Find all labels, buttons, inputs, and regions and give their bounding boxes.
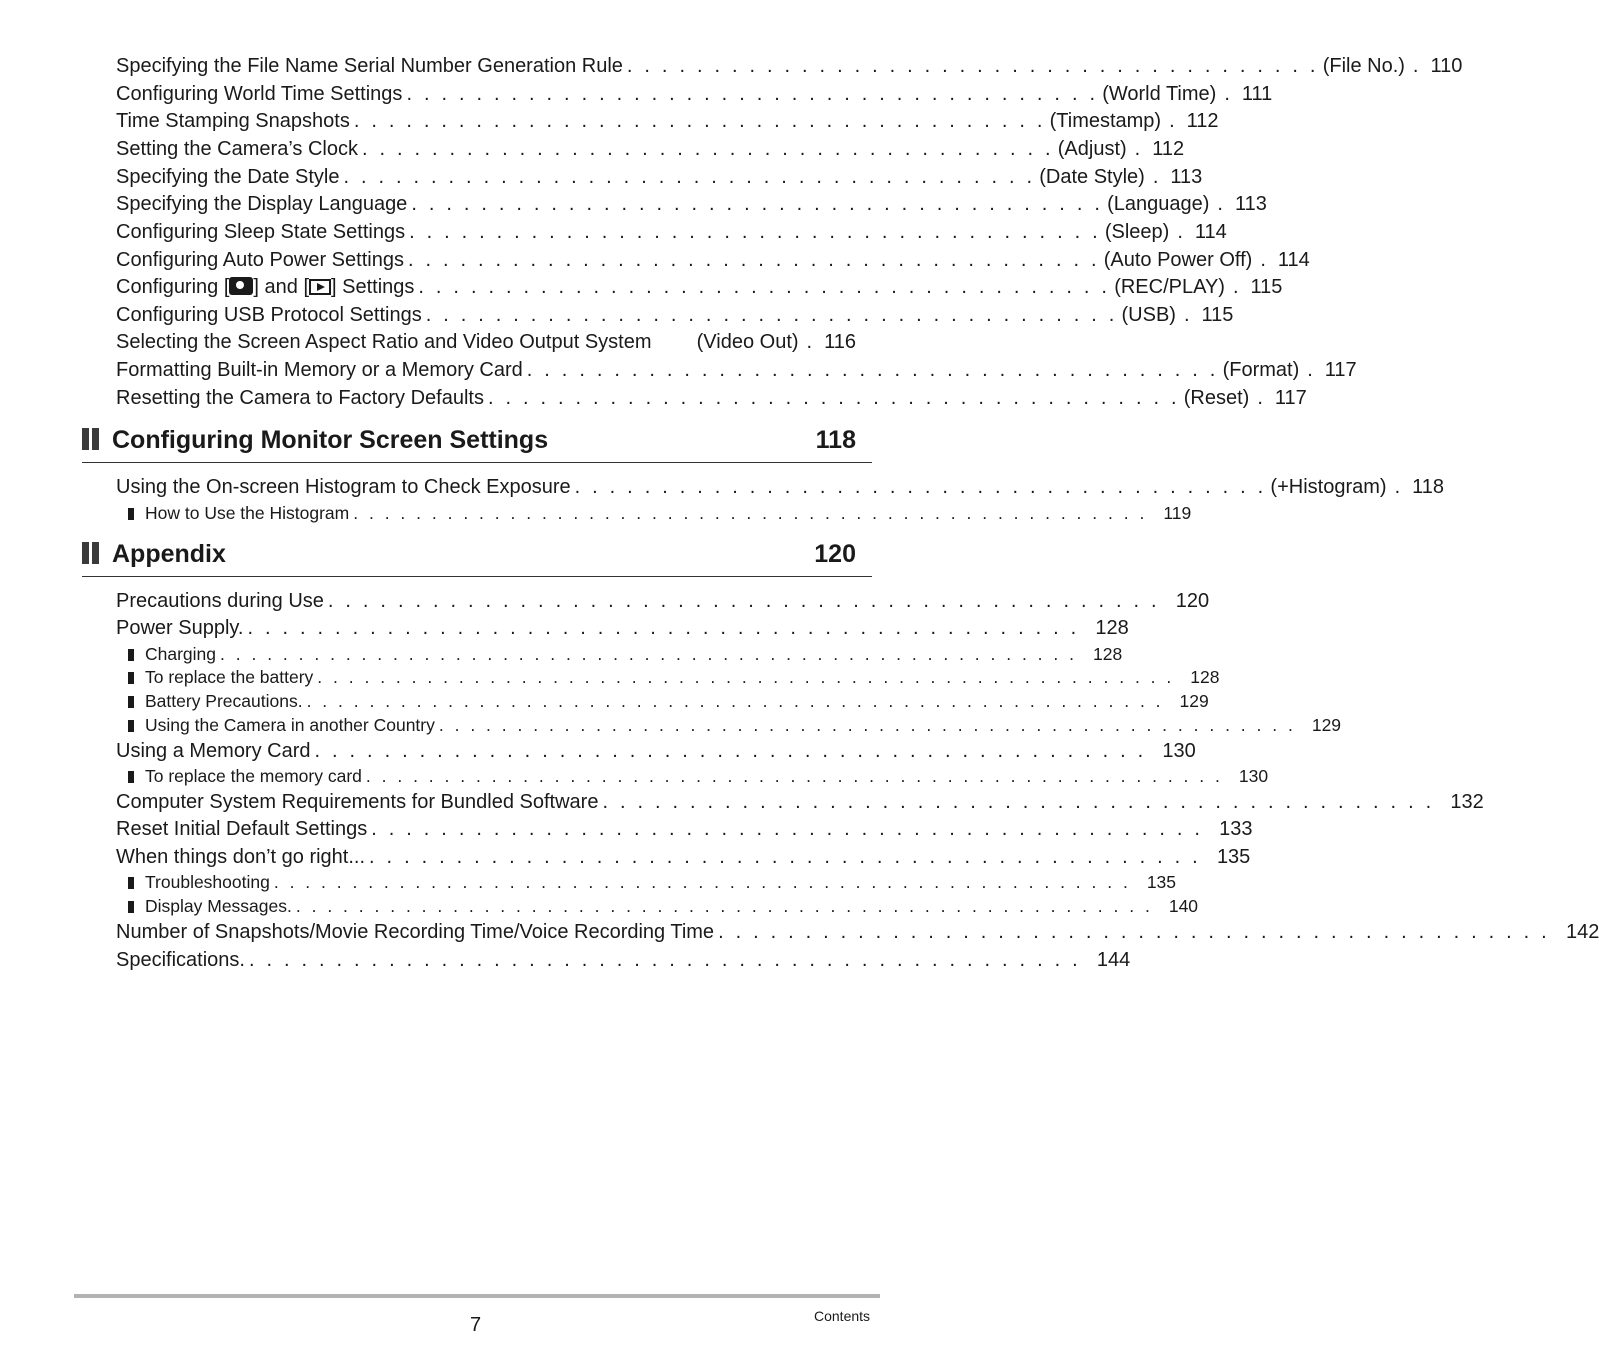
- entry-tag: (Video Out): [696, 331, 799, 353]
- entry-page: 113: [1234, 193, 1267, 215]
- toc-entry[interactable]: [116, 248, 1310, 272]
- toc-entry[interactable]: [116, 82, 1273, 106]
- dot-leader: . . . . . . . . . . . . . . . . . . . . . . . . . . . . . . . . . . . . . . . .: [526, 359, 1219, 381]
- entry-page: 114: [1194, 221, 1227, 243]
- toc-entry[interactable]: [116, 845, 1251, 869]
- entry-title: Troubleshooting: [145, 872, 270, 892]
- entry-tag: (Format): [1222, 359, 1300, 381]
- footer-label: Contents: [814, 1308, 871, 1324]
- dot-leader: . . . . . . . . . . . . . . . . . . . . . . . . . . . . . . . . . . . . . . . .: [425, 304, 1118, 326]
- entry-title: To replace the battery: [145, 667, 314, 687]
- entry-tag: (Timestamp): [1049, 110, 1162, 132]
- dot-leader: . . . . . . . . . . . . . . . . . . . . . . . . . . . . . . . . . . . . . . . . . . . . . . . .: [718, 921, 1550, 943]
- dot-leader: . . . . . . . . . . . . . . . . . . . . . . . . . . . . . . . . . . . . . . . . . . . . . . . .: [327, 590, 1160, 612]
- entry-tag: (Sleep): [1104, 221, 1170, 243]
- entry-title: Using a Memory Card: [116, 740, 311, 762]
- section-marker-icon: [82, 428, 104, 450]
- dot-leader: .: [1183, 304, 1190, 326]
- entry-title: Using the Camera in another Country: [145, 715, 435, 735]
- entry-page: 110: [1430, 55, 1463, 77]
- entry-title: Specifications.: [116, 949, 245, 971]
- toc-subentry[interactable]: [128, 667, 1220, 688]
- dot-leader: . . . . . . . . . . . . . . . . . . . . . . . . . . . . . . . . . . . . . . . .: [406, 83, 1099, 105]
- toc-entry[interactable]: [116, 358, 1357, 382]
- toc-subentry[interactable]: [128, 766, 1269, 787]
- entry-title: Reset Initial Default Settings: [116, 818, 368, 840]
- dot-leader: . . . . . . . . . . . . . . . . . . . . . . . . . . . . . . . . . . . . . . . . . . . . . . . . . . . . . . .: [306, 691, 1164, 711]
- entry-title: [116, 275, 414, 299]
- dot-leader: .: [1257, 387, 1263, 409]
- entry-tag: (File No.): [1322, 55, 1405, 77]
- entry-page: 120: [1175, 590, 1210, 612]
- bullet-icon: [128, 771, 134, 783]
- entry-title: Using the On-screen Histogram to Check Exposure: [116, 476, 571, 498]
- section-title: Appendix: [112, 540, 226, 568]
- entry-page: 116: [824, 331, 856, 353]
- entry-page: 112: [1152, 138, 1185, 160]
- entry-title-part: ] Settings: [331, 276, 415, 298]
- dot-leader: . . . . . . . . . . . . . . . . . . . . . . . . . . . . . . . . . . . . . . . .: [361, 138, 1054, 160]
- entry-page: 115: [1201, 304, 1234, 326]
- entry-title: Time Stamping Snapshots: [116, 110, 350, 132]
- dot-leader: . . . . . . . . . . . . . . . . . . . . . . . . . . . . . . . . . . . . . . . . . . . . . . . .: [247, 617, 1080, 639]
- toc-entry[interactable]: [116, 109, 1219, 133]
- entry-title: Power Supply.: [116, 617, 244, 639]
- entry-page: 119: [1163, 503, 1192, 523]
- dot-leader: . . . . . . . . . . . . . . . . . . . . . . . . . . . . . . . . . . . . . . . . . . . . . . . .: [369, 846, 1201, 868]
- entry-title: Selecting the Screen Aspect Ratio and Video Output System: [116, 331, 652, 353]
- toc-subentry[interactable]: [128, 896, 1199, 917]
- toc-entry[interactable]: [116, 303, 1234, 327]
- bullet-icon: [128, 877, 134, 889]
- entry-page: 129: [1179, 691, 1209, 711]
- dot-leader: . . . . . . . . . . . . . . . . . . . . . . . . . . . . . . . . . . . . . . . .: [418, 276, 1111, 298]
- entry-title: Specifying the Date Style: [116, 166, 340, 188]
- dot-leader: . . . . . . . . . . . . . . . . . . . . . . . . . . . . . . . . . . . . . . . .: [411, 193, 1104, 215]
- toc-entry[interactable]: [116, 616, 1129, 640]
- toc-subentry[interactable]: [128, 691, 1209, 712]
- entry-page: 115: [1250, 276, 1283, 298]
- dot-leader: . . . . . . . . . . . . . . . . . . . . . . . . . . . . . . . . . . . . . . . . . . . . . . . . . . . . . . .: [365, 766, 1223, 786]
- footer-divider: [74, 1294, 880, 1298]
- dot-leader: . . . . . . . . . . . . . . . . . . . . . . . . . . . . . . . . . . . . . . . . . . . . . . . .: [248, 949, 1081, 971]
- entry-title: Resetting the Camera to Factory Defaults: [116, 387, 484, 409]
- entry-page: 129: [1311, 715, 1342, 735]
- entry-tag: (World Time): [1102, 83, 1217, 105]
- entry-title: When things don’t go right...: [116, 846, 366, 868]
- entry-tag: (USB): [1121, 304, 1176, 326]
- entry-title: Computer System Requirements for Bundled Software: [116, 791, 599, 813]
- entry-title: How to Use the Histogram: [145, 503, 350, 523]
- entry-page: 118: [1412, 476, 1445, 498]
- entry-title: Number of Snapshots/Movie Recording Time/Voice Recording Time: [116, 921, 715, 943]
- section-title: Configuring Monitor Screen Settings: [112, 426, 549, 454]
- toc-entry[interactable]: [116, 54, 1463, 78]
- entry-page: 113: [1170, 166, 1203, 188]
- bullet-icon: [128, 720, 134, 732]
- entry-tag: (Reset): [1183, 387, 1250, 409]
- toc-entry[interactable]: [116, 739, 1196, 763]
- section-heading-monitor[interactable]: [82, 422, 872, 463]
- toc-entry[interactable]: [116, 790, 1484, 814]
- entry-tag: (Language): [1107, 193, 1210, 215]
- dot-leader: . . . . . . . . . . . . . . . . . . . . . . . . . . . . . . . . . . . . . . . . . . . . . . . .: [314, 740, 1147, 762]
- entry-tag: (REC/PLAY): [1114, 276, 1225, 298]
- toc-entry[interactable]: [116, 192, 1267, 216]
- toc-entry[interactable]: [116, 948, 1131, 972]
- entry-title: To replace the memory card: [145, 766, 362, 786]
- dot-leader: .: [1177, 221, 1183, 243]
- section-page: 120: [814, 540, 856, 568]
- dot-leader: . . . . . . . . . . . . . . . . . . . . . . . . . . . . . . . . . . . . . . . .: [343, 166, 1036, 188]
- entry-title: Configuring USB Protocol Settings: [116, 304, 422, 326]
- entry-title: Battery Precautions.: [145, 691, 303, 711]
- dot-leader: . . . . . . . . . . . . . . . . . . . . . . . . . . . . . . . . . . . . . . . .: [353, 110, 1046, 132]
- entry-page: 130: [1162, 740, 1196, 762]
- dot-leader: . . . . . . . . . . . . . . . . . . . . . . . . . . . . . . . . . . . . . . . .: [487, 387, 1180, 409]
- section-heading-appendix[interactable]: [82, 536, 872, 577]
- entry-page: 140: [1168, 896, 1199, 916]
- toc-subentry[interactable]: [128, 503, 1192, 524]
- dot-leader: .: [1412, 55, 1419, 77]
- dot-leader: . . . . . . . . . . . . . . . . . . . . . . . . . . . . . . . . . . . . . . . .: [574, 476, 1267, 498]
- dot-leader: . . . . . . . . . . . . . . . . . . . . . . . . . . . . . . . . . . . . . . . . . . . . . . . . . . . . . . .: [317, 667, 1175, 687]
- toc-entry[interactable]: [116, 165, 1203, 189]
- dot-leader: . . . . . . . . . . . . . . . . . . . . . . . . . . . . . . . . . . . . . . . . . . . . . . . .: [371, 818, 1204, 840]
- dot-leader: .: [1217, 193, 1223, 215]
- entry-title: Configuring Sleep State Settings: [116, 221, 406, 243]
- dot-leader: . . . . . . . . . . . . . . . . . . . . . . . . . . . . . . . . . . . . . . . . . . . . . . . . . . . . . . .: [273, 872, 1131, 892]
- toc-entry[interactable]: [116, 137, 1185, 161]
- section-page: 118: [815, 426, 856, 454]
- dot-leader: . . . . . . . . . . . . . . . . . . . . . . . . . . . . . . . . . . . . . . . .: [407, 249, 1100, 271]
- entry-title: Display Messages.: [145, 896, 292, 916]
- entry-title-part: ] and [: [253, 276, 310, 298]
- entry-tag: (Date Style): [1039, 166, 1145, 188]
- entry-tag: (Adjust): [1057, 138, 1127, 160]
- page-number: 7: [470, 1314, 482, 1336]
- toc-entry[interactable]: [116, 920, 1599, 944]
- entry-title: Formatting Built-in Memory or a Memory Card: [116, 359, 523, 381]
- bullet-icon: [128, 901, 134, 913]
- bullet-icon: [128, 649, 134, 661]
- toc-entry[interactable]: [116, 220, 1227, 244]
- entry-page: 128: [1190, 667, 1220, 687]
- play-icon: [309, 279, 331, 295]
- toc-entry[interactable]: [116, 589, 1210, 613]
- dot-leader: . . . . . . . . . . . . . . . . . . . . . . . . . . . . . . . . . . . . . . . . . . . . . . . . . . .: [353, 503, 1148, 523]
- bullet-icon: [128, 508, 134, 520]
- entry-tag: (Auto Power Off): [1103, 249, 1253, 271]
- entry-page: 135: [1146, 872, 1177, 892]
- entry-page: 144: [1096, 949, 1131, 971]
- entry-page: 130: [1238, 766, 1269, 786]
- bullet-icon: [128, 672, 134, 684]
- dot-leader: .: [1260, 249, 1266, 271]
- toc-subentry[interactable]: [128, 715, 1342, 736]
- entry-page: 128: [1093, 644, 1123, 664]
- dot-leader: . . . . . . . . . . . . . . . . . . . . . . . . . . . . . . . . . . . . . . . . . . . . . . . .: [602, 791, 1435, 813]
- entry-title: Precautions during Use: [116, 590, 324, 612]
- toc-subentry[interactable]: [128, 872, 1177, 893]
- entry-title: Specifying the File Name Serial Number Generation Rule: [116, 55, 623, 77]
- entry-page: 133: [1219, 818, 1253, 840]
- dot-leader: .: [1152, 166, 1159, 188]
- entry-tag: (+Histogram): [1270, 476, 1387, 498]
- entry-title: Specifying the Display Language: [116, 193, 408, 215]
- dot-leader: .: [1224, 83, 1230, 105]
- toc-entry[interactable]: [116, 386, 1307, 410]
- entry-page: 111: [1241, 83, 1273, 105]
- dot-leader: .: [806, 331, 813, 353]
- entry-page: 132: [1450, 791, 1484, 813]
- entry-page: 128: [1095, 617, 1129, 639]
- entry-title: Setting the Camera’s Clock: [116, 138, 358, 160]
- toc-entry[interactable]: [116, 817, 1253, 841]
- toc-entry[interactable]: [116, 330, 856, 354]
- dot-leader: . . . . . . . . . . . . . . . . . . . . . . . . . . . . . . . . . . . . . . . . . . . . . . . . . . . . . . .: [295, 896, 1153, 916]
- entry-title: Charging: [145, 644, 217, 664]
- entry-page: 114: [1277, 249, 1310, 271]
- section-marker-icon: [82, 542, 104, 564]
- dot-leader: . . . . . . . . . . . . . . . . . . . . . . . . . . . . . . . . . . . . . . . . . . . . . . . . . . . . . . .: [438, 715, 1296, 735]
- entry-page: 142: [1565, 921, 1599, 943]
- entry-title: Configuring World Time Settings: [116, 83, 403, 105]
- toc-entry[interactable]: [116, 475, 1445, 499]
- toc-entry[interactable]: [116, 275, 1283, 299]
- dot-leader: .: [1169, 110, 1175, 132]
- entry-page: 117: [1274, 387, 1307, 409]
- dot-leader: . . . . . . . . . . . . . . . . . . . . . . . . . . . . . . . . . . . . . . . .: [626, 55, 1319, 77]
- dot-leader: .: [1134, 138, 1141, 160]
- entry-page: 117: [1324, 359, 1357, 381]
- dot-leader: . . . . . . . . . . . . . . . . . . . . . . . . . . . . . . . . . . . . . . . . . . . . . . . . . . . . . . .: [220, 644, 1077, 664]
- dot-leader: . . . . . . . . . . . . . . . . . . . . . . . . . . . . . . . . . . . . . . . .: [409, 221, 1101, 243]
- entry-page: 112: [1186, 110, 1219, 132]
- bullet-icon: [128, 696, 134, 708]
- toc-subentry[interactable]: [128, 644, 1123, 665]
- entry-title: Configuring Auto Power Settings: [116, 249, 404, 271]
- dot-leader: .: [1394, 476, 1401, 498]
- entry-title-part: Configuring [: [116, 276, 230, 298]
- entry-page: 135: [1216, 846, 1251, 868]
- dot-leader: .: [1307, 359, 1313, 381]
- camera-icon: [229, 277, 253, 295]
- dot-leader: .: [1232, 276, 1239, 298]
